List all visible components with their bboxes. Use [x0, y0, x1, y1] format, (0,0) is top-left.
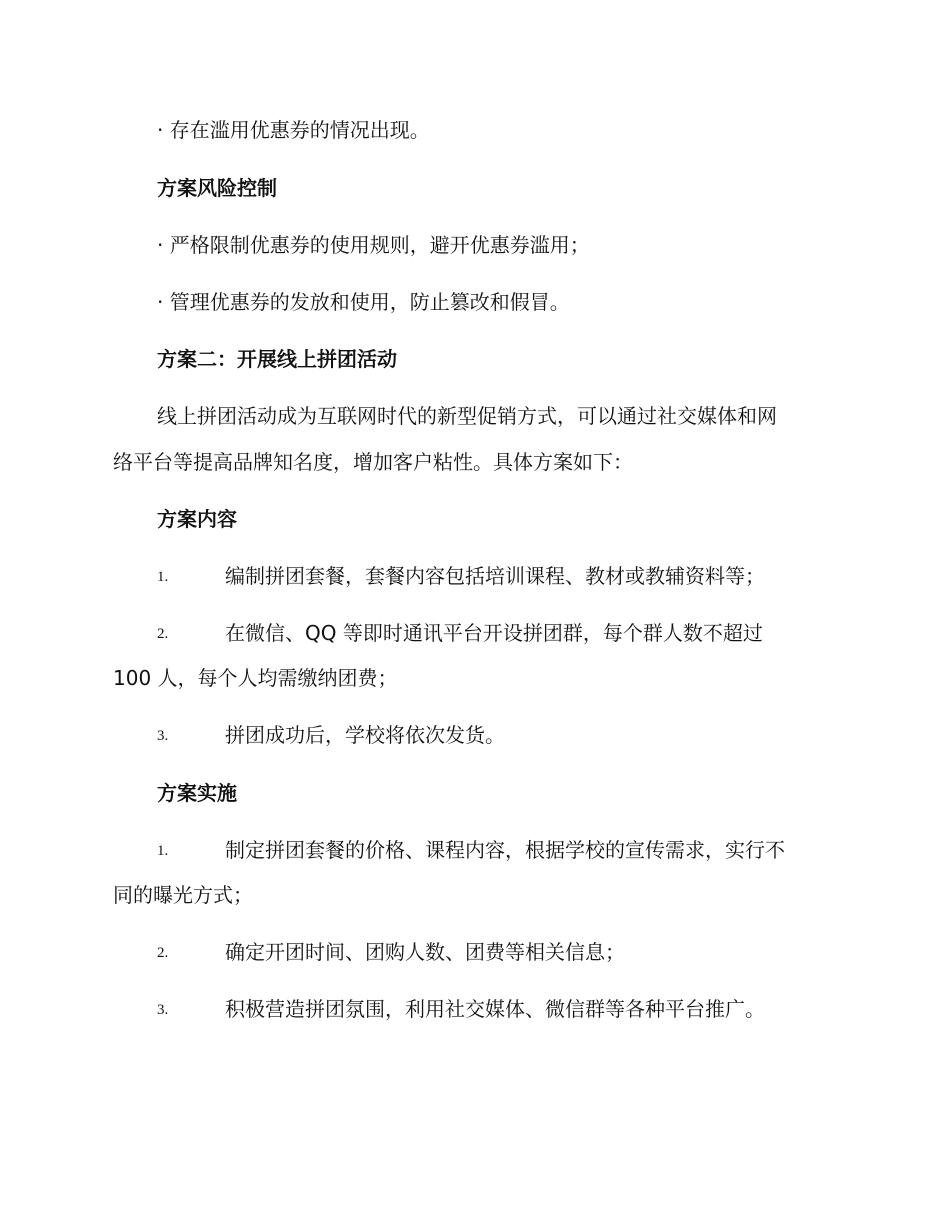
list-item-text: 在微信、QQ 等即时通讯平台开设拼团群，每个群人数不超过 — [225, 621, 763, 645]
intro-paragraph-line-2: 络平台等提高品牌知名度，增加客户粘性。具体方案如下： — [113, 450, 633, 474]
bullet-restrict-rules: · 严格限制优惠券的使用规则，避开优惠券滥用； — [157, 233, 590, 257]
list-item-text: 积极营造拼团氛围，利用社交媒体、微信群等各种平台推广。 — [225, 997, 765, 1021]
list-item-number: 2. — [157, 945, 169, 961]
list-item-text: 确定开团时间、团购人数、团费等相关信息； — [225, 940, 625, 964]
heading-risk-control: 方案风险控制 — [157, 176, 277, 200]
list-item-number: 1. — [157, 843, 169, 859]
bullet-coupon-abuse: · 存在滥用优惠券的情况出现。 — [157, 118, 430, 142]
list-item-continuation: 100 人，每个人均需缴纳团费； — [113, 666, 398, 690]
heading-plan-implementation: 方案实施 — [157, 781, 237, 805]
list-item-number: 3. — [157, 1002, 169, 1018]
heading-plan-two: 方案二：开展线上拼团活动 — [157, 347, 397, 371]
list-item-number: 2. — [157, 626, 169, 642]
list-item-text: 编制拼团套餐，套餐内容包括培训课程、教材或教辅资料等； — [225, 564, 765, 588]
list-item-text: 制定拼团套餐的价格、课程内容，根据学校的宣传需求，实行不 — [225, 838, 785, 862]
heading-plan-content: 方案内容 — [157, 507, 237, 531]
list-item-continuation: 同的曝光方式； — [113, 883, 253, 907]
list-item-number: 3. — [157, 728, 169, 744]
list-item-text: 拼团成功后，学校将依次发货。 — [225, 723, 505, 747]
bullet-manage-issuance: · 管理优惠券的发放和使用，防止篡改和假冒。 — [157, 290, 570, 314]
intro-paragraph-line-1: 线上拼团活动成为互联网时代的新型促销方式，可以通过社交媒体和网 — [157, 404, 777, 428]
list-item-number: 1. — [157, 569, 169, 585]
